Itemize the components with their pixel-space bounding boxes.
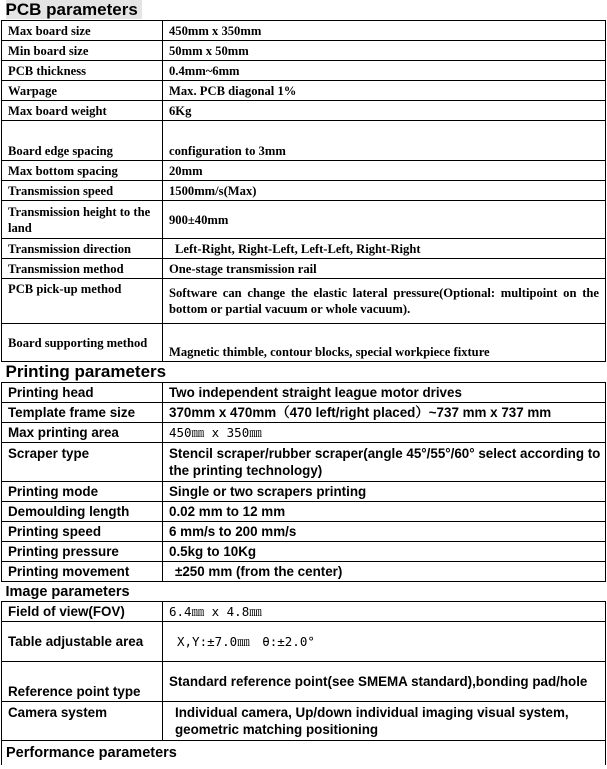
table-row (2, 602, 606, 622)
row-label: Max bottom spacing (2, 161, 163, 181)
row-value: Stencil scraper/rubber scraper(angle 45°/55°/60° select according to the printing technology) (163, 443, 606, 482)
image-section-title: Image parameters (5, 583, 130, 600)
row-label: Transmission height to the land (2, 201, 163, 239)
table-row (2, 239, 606, 259)
row-label: Transmission direction (2, 239, 163, 259)
row-label: Table adjustable area (2, 622, 163, 662)
table-row (2, 21, 606, 41)
row-label: Template frame size (2, 403, 163, 423)
table-row (2, 443, 606, 482)
row-label: Max board size (2, 21, 163, 41)
row-label: Printing movement (2, 562, 163, 582)
row-label: PCB thickness (2, 61, 163, 81)
row-value: 0.4mm~6mm (163, 61, 606, 81)
row-value: 20mm (163, 161, 606, 181)
row-label: Max board weight (2, 101, 163, 121)
pcb-section-title: PCB parameters (2, 0, 606, 21)
table-row (2, 622, 606, 662)
table-row (2, 702, 606, 741)
row-label: Printing head (2, 383, 163, 403)
row-label: PCB pick-up method (2, 279, 163, 324)
row-label: Warpage (2, 81, 163, 101)
row-label: Camera system (2, 702, 163, 741)
table-row (2, 81, 606, 101)
row-value: 50mm x 50mm (163, 41, 606, 61)
row-value: 0.02 mm to 12 mm (163, 502, 606, 522)
row-value: X,Y:±7.0㎜ θ:±2.0° (163, 622, 606, 662)
table-row (2, 383, 606, 403)
row-value: ±250 mm (from the center) (163, 562, 606, 582)
row-label: Scraper type (2, 443, 163, 482)
row-value: Individual camera, Up/down individual imaging visual system, geometric matching positioning (163, 702, 606, 741)
row-value: 450㎜ x 350㎜ (163, 423, 606, 443)
table-row (2, 259, 606, 279)
row-value: 6.4㎜ x 4.8㎜ (163, 602, 606, 622)
table-row (2, 562, 606, 582)
table-row (2, 101, 606, 121)
table-row (2, 482, 606, 502)
table-row (2, 502, 606, 522)
row-value: Standard reference point(see SMEMA standard),bonding pad/hole (163, 662, 606, 702)
row-value: 370mm x 470mm（470 left/right placed）~737 mm x 737 mm (163, 403, 606, 423)
row-label: Max printing area (2, 423, 163, 443)
row-label: Field of view(FOV) (2, 602, 163, 622)
printing-section-title: Printing parameters (5, 362, 167, 381)
row-label: Transmission method (2, 259, 163, 279)
row-value: 6 mm/s to 200 mm/s (163, 522, 606, 542)
row-value: Single or two scrapers printing (163, 482, 606, 502)
table-row (2, 181, 606, 201)
row-label: Min board size (2, 41, 163, 61)
table-row (2, 61, 606, 81)
row-value: One-stage transmission rail (163, 259, 606, 279)
row-label: Board supporting method (2, 324, 163, 362)
table-row (2, 522, 606, 542)
table-row (2, 121, 606, 161)
table-row (2, 41, 606, 61)
table-row (2, 662, 606, 702)
row-label: Reference point type (2, 662, 163, 702)
row-value: 450mm x 350mm (163, 21, 606, 41)
row-value: 1500mm/s(Max) (163, 181, 606, 201)
row-label: Printing pressure (2, 542, 163, 562)
row-label: Printing mode (2, 482, 163, 502)
spec-table (1, 0, 606, 765)
row-value: Two independent straight league motor drives (163, 383, 606, 403)
table-row (2, 201, 606, 239)
table-row (2, 161, 606, 181)
row-label: Printing speed (2, 522, 163, 542)
row-label: Demoulding length (2, 502, 163, 522)
performance-section-title: Performance parameters (2, 741, 606, 765)
row-label: Board edge spacing (2, 121, 163, 161)
table-row (2, 403, 606, 423)
row-value: Left-Right, Right-Left, Left-Left, Right-Right (163, 239, 606, 259)
row-label: Transmission speed (2, 181, 163, 201)
row-value: 0.5kg to 10Kg (163, 542, 606, 562)
row-value: 900±40mm (163, 201, 606, 239)
row-value: Magnetic thimble, contour blocks, special workpiece fixture (163, 324, 606, 362)
table-row (2, 279, 606, 324)
row-value: Software can change the elastic lateral pressure(Optional: multipoint on the bottom or partial vacuum or whole vacuum). (163, 279, 606, 324)
table-row (2, 542, 606, 562)
row-value: configuration to 3mm (163, 121, 606, 161)
table-row (2, 423, 606, 443)
table-row (2, 324, 606, 362)
row-value: Max. PCB diagonal 1% (163, 81, 606, 101)
spec-sheet (1, 0, 605, 765)
row-value: 6Kg (163, 101, 606, 121)
